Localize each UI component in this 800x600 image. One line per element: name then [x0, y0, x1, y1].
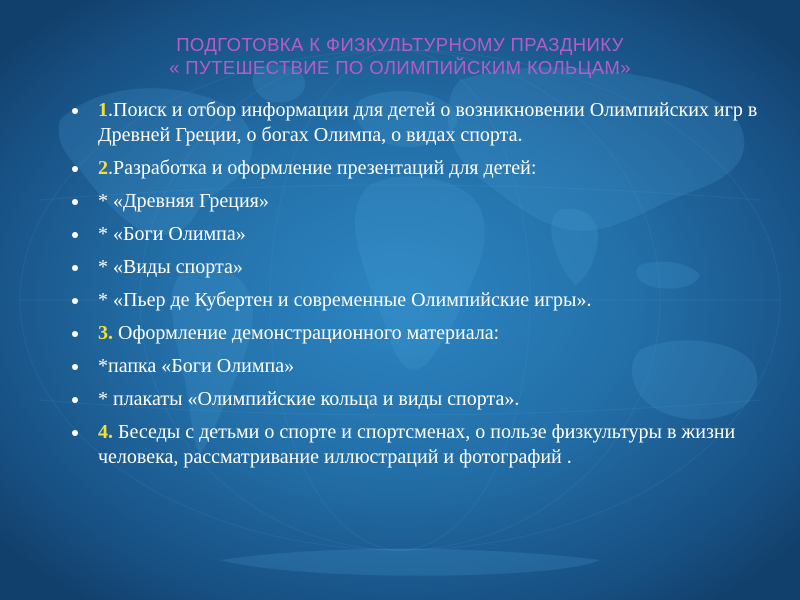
- item-number: 3.: [98, 322, 113, 344]
- bullet-icon: [72, 199, 78, 205]
- list-item: [68, 387, 768, 412]
- list-item: [68, 255, 768, 280]
- list-item: [68, 354, 768, 379]
- item-text: * плакаты «Олимпийские кольца и виды спорта».: [98, 388, 520, 410]
- bullet-icon: [72, 166, 78, 172]
- list-item: [68, 222, 768, 247]
- list-item: [68, 189, 768, 214]
- bullet-icon: [72, 108, 78, 114]
- slide-title-line-2: « ПУТЕШЕСТВИЕ ПО ОЛИМПИЙСКИМ КОЛЬЦАМ»: [169, 57, 631, 78]
- slide-title: [0, 33, 800, 79]
- item-text: * «Виды спорта»: [98, 256, 243, 278]
- bullet-icon: [72, 397, 78, 403]
- bullet-icon: [72, 265, 78, 271]
- item-text: * «Боги Олимпа»: [98, 223, 246, 245]
- item-number: 2: [98, 157, 108, 179]
- slide-title-line-1: ПОДГОТОВКА К ФИЗКУЛЬТУРНОМУ ПРАЗДНИКУ: [176, 34, 624, 55]
- bullet-icon: [72, 232, 78, 238]
- item-number: 1: [98, 99, 108, 121]
- bullet-icon: [72, 331, 78, 337]
- item-number: 4.: [98, 421, 113, 443]
- item-text: *папка «Боги Олимпа»: [98, 355, 295, 377]
- bullet-icon: [72, 298, 78, 304]
- item-text: * «Пьер де Кубертен и современные Олимпийские игры».: [98, 289, 592, 311]
- list-item: [68, 420, 768, 470]
- item-text: .Разработка и оформление презентаций для детей:: [108, 157, 537, 179]
- plan-list: [68, 98, 768, 478]
- item-text: Беседы с детьми о спорте и спортсменах, о пользе физкультуры в жизни человека, рассматривание иллюстраций и фотографий .: [98, 421, 736, 468]
- item-text: .Поиск и отбор информации для детей о возникновении Олимпийских игр в Древней Греции, о богах Олимпа, о видах спорта.: [98, 99, 758, 146]
- list-item: [68, 156, 768, 181]
- list-item: [68, 98, 768, 148]
- bullet-icon: [72, 430, 78, 436]
- bullet-icon: [72, 364, 78, 370]
- item-text: * «Древняя Греция»: [98, 190, 269, 212]
- item-text: Оформление демонстрационного материала:: [113, 322, 500, 344]
- list-item: [68, 288, 768, 313]
- list-item: [68, 321, 768, 346]
